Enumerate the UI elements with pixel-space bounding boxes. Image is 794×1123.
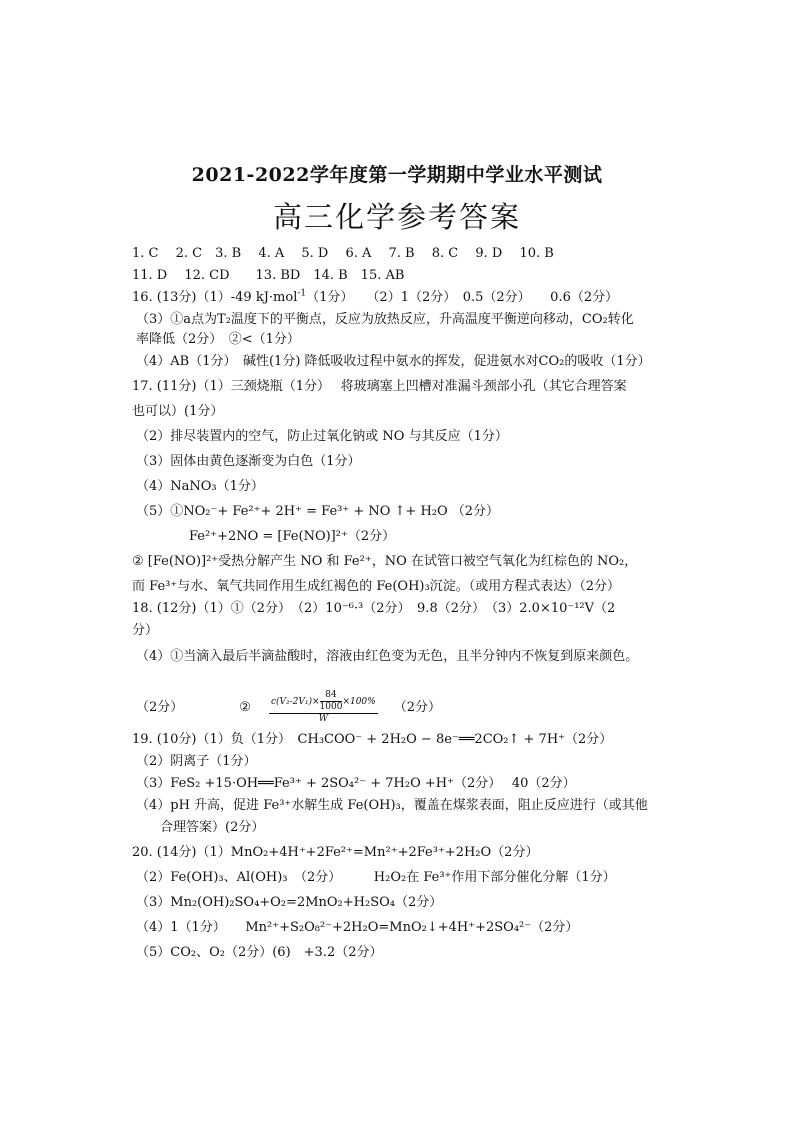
q17-line-2: 也可以）(1分） (132, 404, 224, 419)
q18-formula-right: ×100% (342, 697, 376, 707)
q20-line-2: （2）Fe(OH)₃、Al(OH)₃ （2分） H₂O₂在 Fe³⁺作用下部分催化分解（1分） (136, 870, 616, 885)
exam-title: 2021-2022学年度第一学期期中学业水平测试 (191, 164, 603, 186)
q16-line-1-sup: -1 (297, 288, 307, 299)
q18-formula-left: c(V₂-2V₁)× (270, 697, 320, 707)
q18-line-1: 18. (12分)（1）①（2分） （2）10⁻⁶·³（2分） 9.8（2分） （3）2.0×10⁻¹²V（2 (132, 601, 616, 616)
q16-line-2: （3）①a点为T₂温度下的平衡点，反应为放热反应，升高温度平衡逆向移动，CO₂转化 (136, 312, 634, 327)
q18-formula-inner-denominator: 1000 (319, 702, 343, 712)
q19-line-3: （3）FeS₂ +15·OH══Fe³⁺ + 2SO₄²⁻ + 7H₂O +H⁺（2分） 40（2分） (136, 776, 576, 791)
q17-line-8: ② [Fe(NO)]²⁺受热分解产生 NO 和 Fe²⁺，NO 在试管口被空气氧化为红棕色的 NO₂， (132, 554, 638, 569)
q18-score-b: （2分） (393, 700, 441, 715)
q17-line-6: （5）①NO₂⁻+ Fe²⁺+ 2H⁺ = Fe³⁺ + NO ↑+ H₂O （2分） (136, 504, 500, 519)
q19-line-5: 合理答案）(2分） (160, 820, 265, 835)
q17-line-7: Fe²⁺+2NO = [Fe(NO)]²⁺（2分） (189, 529, 396, 544)
q20-line-5: （5）CO₂、O₂（2分）(6) +3.2（2分） (136, 945, 383, 960)
q19-line-4: （4）pH 升高，促进 Fe³⁺水解生成 Fe(OH)₃，覆盖在煤浆表面，阻止反应进行（或其他 (136, 798, 648, 813)
q16-line-1 (132, 288, 692, 308)
q18-line-3: （4）①当滴入最后半滴盐酸时，溶液由红色变为无色，且半分钟内不恢复到原来颜色。 (136, 649, 639, 664)
q18-line-2: 分） (132, 623, 159, 638)
q17-line-5: （4）NaNO₃（1分） (136, 479, 264, 494)
q18-score-a: （2分） (136, 700, 184, 715)
q16-line-1-a: 16. (13分)（1）-49 kJ·mol (132, 290, 298, 305)
q16-line-1-b: （1分） （2）1（2分） 0.5（2分） 0.6（2分） (306, 290, 619, 305)
q17-line-3: （2）排尽装置内的空气，防止过氧化钠或 NO 与其反应（1分） (136, 429, 508, 444)
q19-line-1: 19. (10分)（1）负（1分） CH₃COO⁻ + 2H₂O − 8e⁻══2CO₂↑ + 7H⁺（2分） (132, 732, 613, 747)
q20-line-4: （4）1（1分） Mn²⁺+S₂O₈²⁻+2H₂O=MnO₂↓+4H⁺+2SO₄²⁻（2分） (136, 920, 579, 935)
q17-line-1: 17. (11分)（1）三颈烧瓶（1分） 将玻璃塞上凹槽对准漏斗颈部小孔（其它合理答案 (132, 379, 627, 394)
mc-answers-row-2: 11. D 12. CD 13. BD 14. B 15. AB (132, 268, 405, 283)
q18-item-2: ② (239, 700, 251, 715)
document-title: 高三化学参考答案 (272, 200, 521, 234)
mc-answers-row-1: 1. C 2. C 3. B 4. A 5. D 6. A 7. B 8. C 9. D 10. B (132, 246, 554, 261)
q18-line-4 (136, 690, 696, 725)
q18-formula-inner-numerator: 84 (320, 690, 343, 702)
q16-line-3: 率降低（2分） ②<（1分） (136, 332, 300, 347)
q17-line-9: 而 Fe³⁺与水、氧气共同作用生成红褐色的 Fe(OH)₃沉淀。（或用方程式表达）（2分） (132, 579, 620, 594)
q18-formula (269, 690, 378, 725)
q20-line-3: （3）Mn₂(OH)₂SO₄+O₂=2MnO₂+H₂SO₄（2分） (136, 895, 443, 910)
q18-formula-denominator: W (318, 714, 328, 724)
q20-line-1: 20. (14分)（1）MnO₂+4H⁺+2Fe²⁺=Mn²⁺+2Fe³⁺+2H₂O（2分） (132, 845, 539, 860)
q16-line-4: （4）AB（1分） 碱性(1分) 降低吸收过程中氨水的挥发，促进氨水对CO₂的吸收（1分） (136, 354, 651, 369)
q17-line-4: （3）固体由黄色逐渐变为白色（1分） (136, 454, 361, 469)
q19-line-2: （2）阴离子（1分） (136, 754, 257, 769)
